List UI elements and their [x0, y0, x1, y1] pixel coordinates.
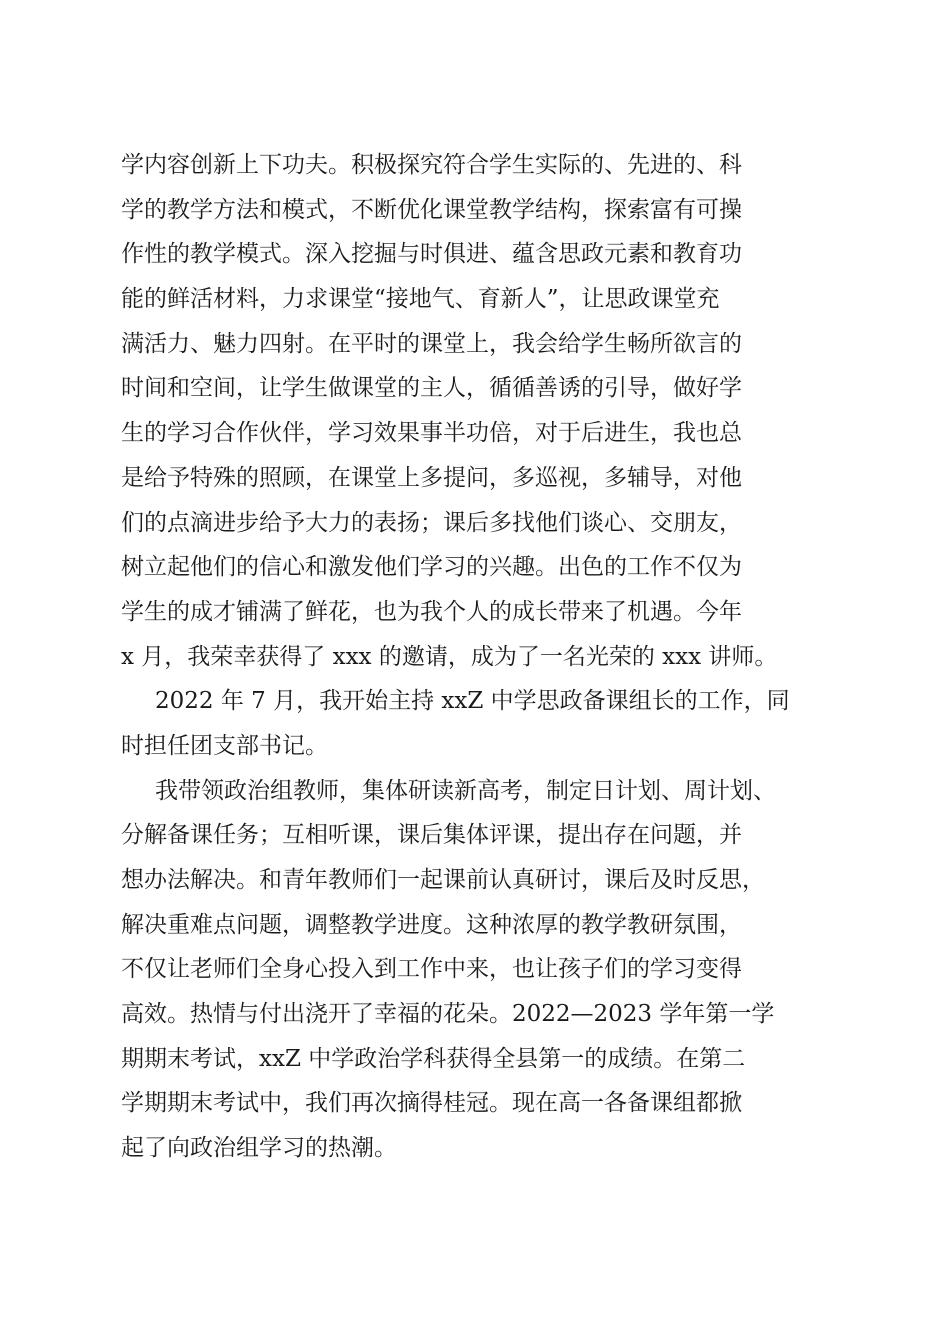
text-line: 分解备课任务；互相听课，课后集体评课，提出存在问题，并	[121, 822, 742, 849]
text-line: 学内容创新上下功夫。积极探究符合学生实际的、先进的、科	[121, 152, 742, 178]
text-line: 满活力、魅力四射。在平时的课堂上，我会给学生畅所欲言的	[121, 330, 742, 357]
text-line: 是给予特殊的照顾，在课堂上多提问，多巡视，多辅导，对他	[121, 464, 742, 491]
text-line: 我带领政治组教师，集体研读新高考，制定日计划、周计划、	[155, 777, 776, 804]
text-line: 高效。热情与付出浇开了幸福的花朵。2022—2023 学年第一学	[121, 1001, 775, 1028]
text-line: 学期期末考试中，我们再次摘得桂冠。现在高一各备课组都掀	[121, 1090, 742, 1117]
text-line: x 月，我荣幸获得了 xxx 的邀请，成为了一名光荣的 xxx 讲师。	[121, 643, 778, 670]
text-line: 作性的教学模式。深入挖掘与时俱进、蕴含思政元素和教育功	[121, 241, 742, 268]
text-line: 们的点滴进步给予大力的表扬；课后多找他们谈心、交朋友，	[121, 509, 742, 536]
body-text	[121, 143, 841, 1171]
text-line: 2022 年 7 月，我开始主持 xxZ 中学思政备课组长的工作，同	[155, 688, 790, 715]
text-line: 树立起他们的信心和激发他们学习的兴趣。出色的工作不仅为	[121, 554, 742, 581]
text-line: 学生的成才铺满了鲜花，也为我个人的成长带来了机遇。今年	[121, 598, 742, 625]
text-line: 解决重难点问题，调整教学进度。这种浓厚的教学教研氛围，	[121, 911, 742, 938]
text-line: 学的教学方法和模式，不断优化课堂教学结构，探索富有可操	[121, 196, 742, 223]
text-line: 生的学习合作伙伴，学习效果事半功倍，对于后进生，我也总	[121, 420, 742, 447]
text-line: 能的鲜活材料，力求课堂“接地气、育新人”，让思政课堂充	[121, 286, 720, 313]
text-line: 时担任团支部书记。	[121, 732, 328, 759]
text-line: 起了向政治组学习的热潮。	[121, 1135, 397, 1162]
text-line: 时间和空间，让学生做课堂的主人，循循善诱的引导，做好学	[121, 375, 742, 402]
text-line: 想办法解决。和青年教师们一起课前认真研讨，课后及时反思，	[121, 867, 765, 893]
text-line: 期期末考试，xxZ 中学政治学科获得全县第一的成绩。在第二	[121, 1045, 746, 1072]
text-line: 不仅让老师们全身心投入到工作中来，也让孩子们的学习变得	[121, 956, 742, 983]
